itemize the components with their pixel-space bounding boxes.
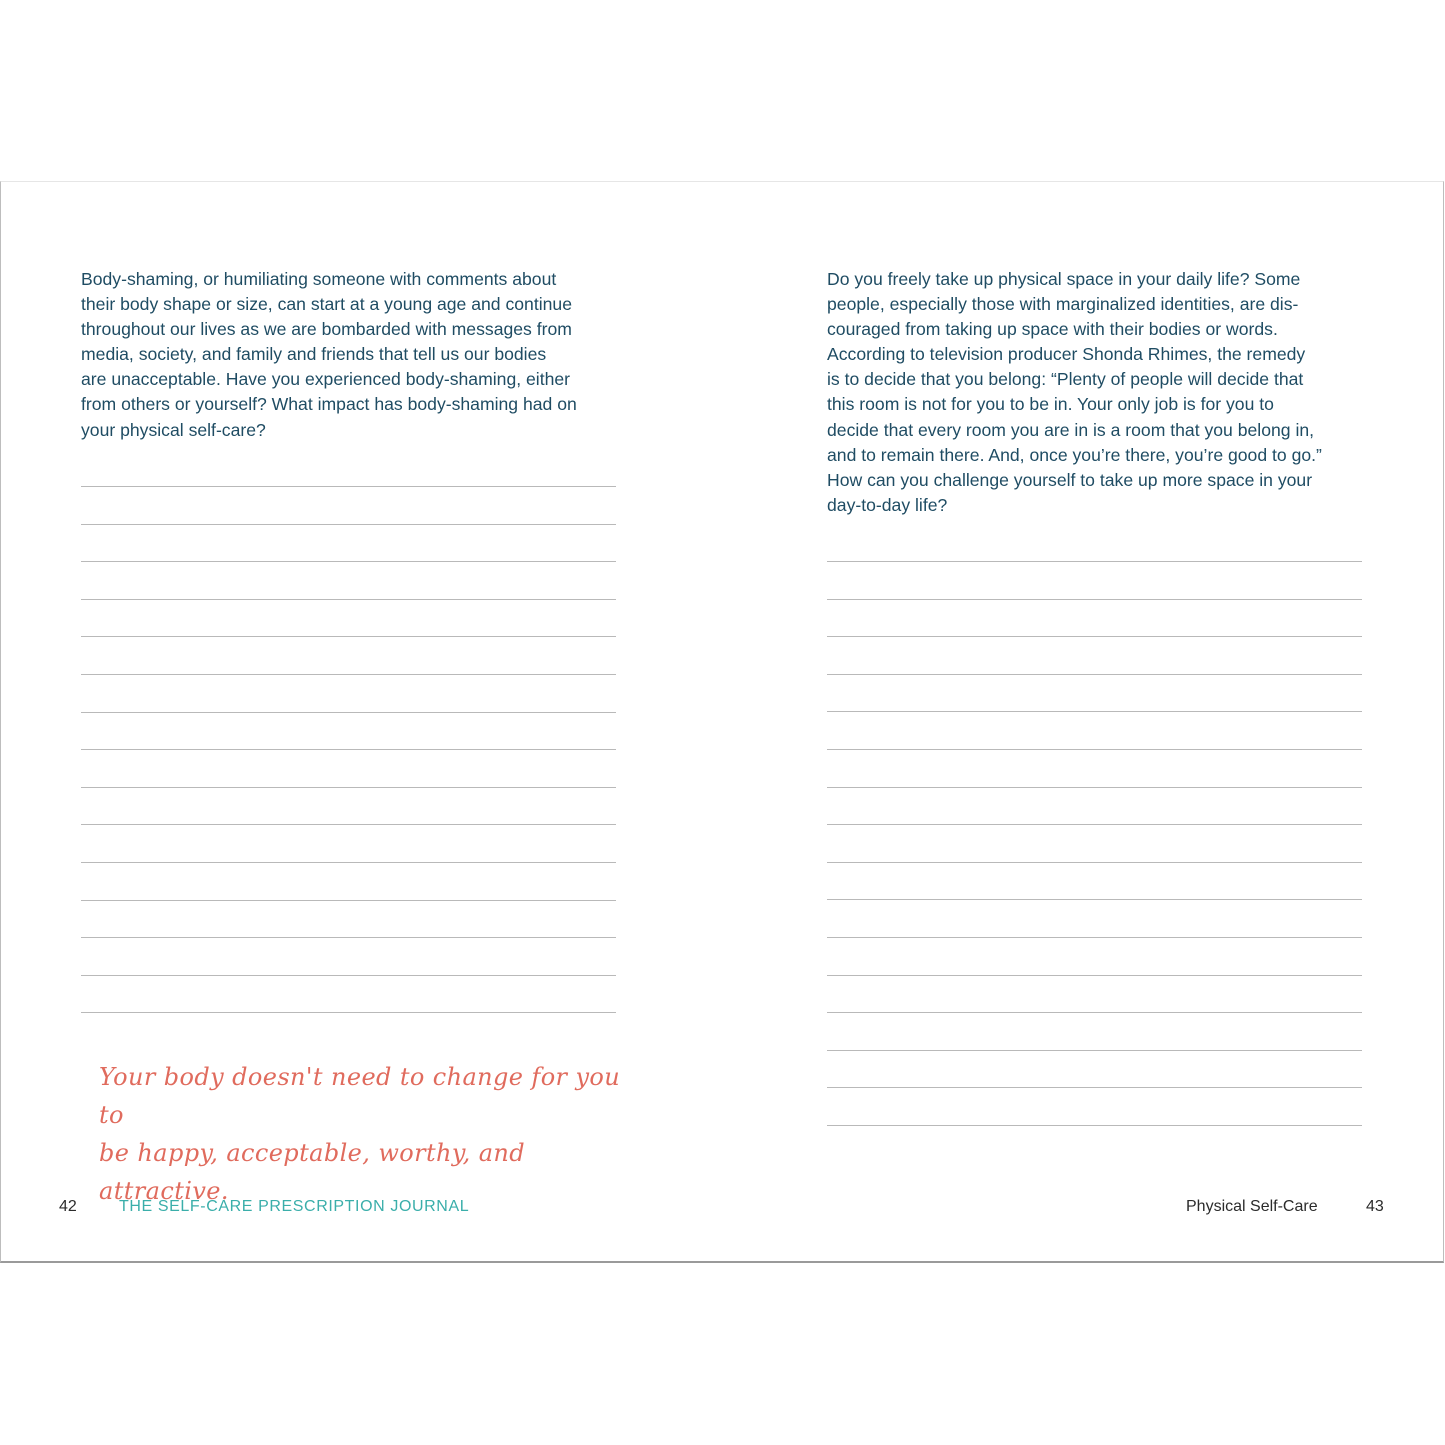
writing-line[interactable] (827, 862, 1362, 863)
writing-line[interactable] (827, 787, 1362, 788)
right-page-number: 43 (1366, 1198, 1384, 1215)
writing-line[interactable] (81, 486, 616, 487)
writing-line[interactable] (81, 674, 616, 675)
writing-line[interactable] (81, 937, 616, 938)
writing-line[interactable] (827, 1012, 1362, 1013)
writing-line[interactable] (81, 636, 616, 637)
affirmation-quote: Your body doesn't need to change for you to be happy, acceptable, worthy, and attractive. (99, 1063, 621, 1205)
left-page-number: 42 (59, 1198, 77, 1215)
writing-line[interactable] (827, 899, 1362, 900)
writing-line[interactable] (81, 824, 616, 825)
writing-line[interactable] (827, 1087, 1362, 1088)
writing-line[interactable] (827, 636, 1362, 637)
writing-line[interactable] (827, 749, 1362, 750)
writing-line[interactable] (827, 674, 1362, 675)
writing-line[interactable] (81, 1012, 616, 1013)
running-book-title: THE SELF-CARE PRESCRIPTION JOURNAL (119, 1198, 470, 1215)
writing-line[interactable] (81, 599, 616, 600)
writing-line[interactable] (81, 900, 616, 901)
left-page-prompt: Body-shaming, or humiliating someone with comments about their body shape or size, can start at a young age and continue throughout our lives as we are bombarded with messages from media, society, and family and friends that tell us our bodies are unacceptable. Have you experienced body-shaming, either from others or yourself? What impact has body-shaming had on your physical self-care? (81, 269, 577, 440)
writing-line[interactable] (81, 862, 616, 863)
writing-line[interactable] (81, 787, 616, 788)
writing-line[interactable] (827, 824, 1362, 825)
writing-line[interactable] (827, 937, 1362, 938)
writing-line[interactable] (827, 599, 1362, 600)
writing-line[interactable] (827, 1125, 1362, 1126)
writing-line[interactable] (81, 712, 616, 713)
writing-line[interactable] (81, 975, 616, 976)
writing-line[interactable] (827, 975, 1362, 976)
right-page-prompt: Do you freely take up physical space in your daily life? Some people, especially those with marginalized identities, are dis- couraged from taking up space with their bodies or words. According to television producer Shonda Rhimes, the remedy is to decide that you belong: “Plenty of people will decide that this room is not for you to be in. Your only job is for you to decide that every room you are in is a room that you belong in, and to remain there. And, once you’re there, you’re good to go.” How can you challenge yourself to take up more space in your day-to-day life? (827, 269, 1322, 515)
writing-line[interactable] (827, 711, 1362, 712)
running-section-title: Physical Self-Care (1186, 1198, 1318, 1215)
writing-line[interactable] (81, 561, 616, 562)
writing-line[interactable] (827, 561, 1362, 562)
writing-line[interactable] (827, 1050, 1362, 1051)
writing-line[interactable] (81, 749, 616, 750)
writing-line[interactable] (81, 524, 616, 525)
